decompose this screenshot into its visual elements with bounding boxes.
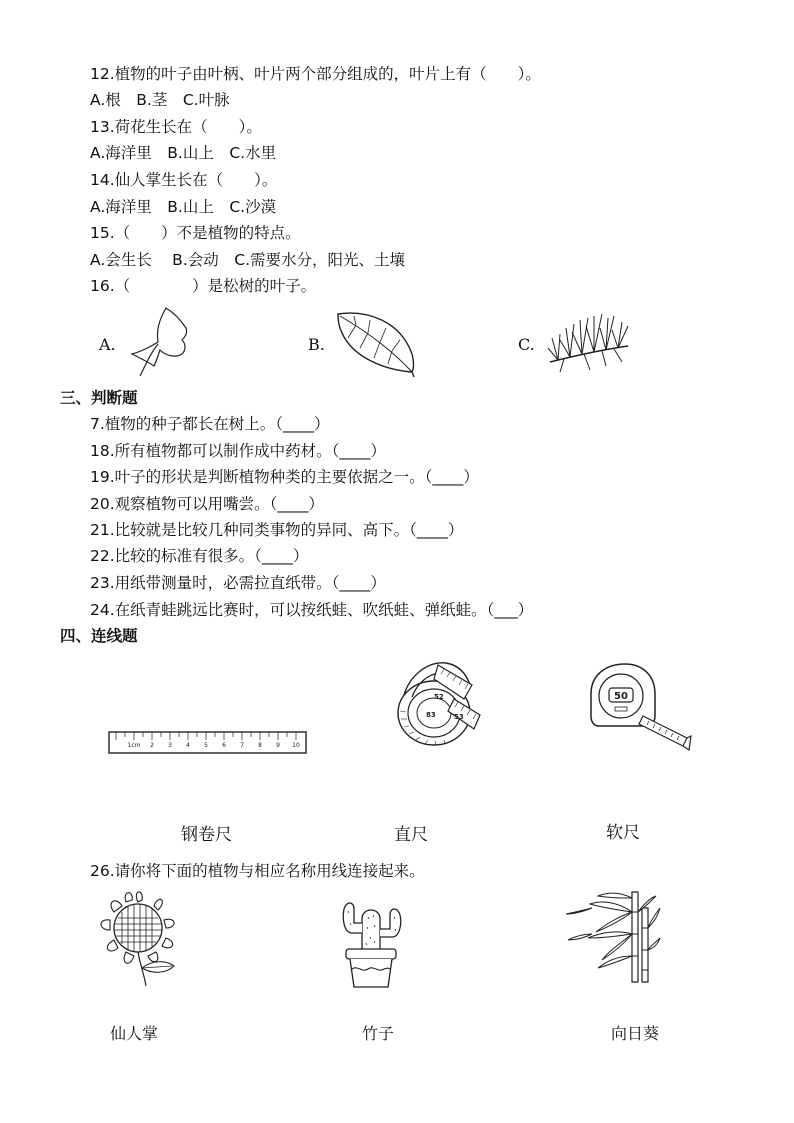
straight-ruler-icon [108,731,308,755]
pine-needle-icon [544,304,634,376]
question-text: 植物的叶子由叶柄、叶片两个部分组成的，叶片上有（ ）。 [114,65,541,83]
ruler-number: 1cm [127,742,141,749]
question-13-options: A.海洋里 B.山上 C.水里 [90,144,277,162]
question-number: 16. [90,277,115,295]
ruler-number: 2 [150,742,154,749]
tool-name-straight-ruler: 直尺 [394,825,428,845]
ruler-number: 7 [240,742,244,749]
judgment-question: 24.在纸青蛙跳远比赛时，可以按纸蛙、吹纸蛙、弹纸蛙。（___） [90,601,534,619]
tool-name-soft-tape: 软尺 [606,823,640,843]
question-number: 15. [90,224,115,242]
section-three-heading: 三、判断题 [60,389,138,407]
question-12 [90,64,541,84]
option-a-label: A. [99,335,116,354]
ruler-number: 6 [222,742,226,749]
plant-name-sunflower: 向日葵 [611,1024,660,1043]
oval-leaf-icon [336,308,418,378]
question-14 [90,170,277,190]
question-text: 荷花生长在（ ）。 [114,118,262,136]
judgment-question: 18.所有植物都可以制作成中药材。（____） [90,442,386,460]
tool-name-steel-tape: 钢卷尺 [181,825,232,845]
judgment-question: 7.植物的种子都长在树上。（____） [90,415,330,433]
question-text: 仙人掌生长在（ ）。 [114,171,278,189]
judgment-question: 23.用纸带测量时，必需拉直纸带。（____） [90,574,386,592]
judgment-question: 21.比较就是比较几种同类事物的异同、高下。（____） [90,521,464,539]
ruler-number: 10 [292,742,300,749]
question-16 [90,276,316,296]
plant-name-cactus: 仙人掌 [110,1024,159,1043]
tape-reading: 50 [614,691,628,702]
ruler-number: 4 [186,742,190,749]
option-b-label: B. [308,335,325,354]
question-number: 13. [90,118,115,136]
question-text: （ ）不是植物的特点。 [114,224,301,242]
question-number: 12. [90,65,115,83]
ruler-number: 8 [258,742,262,749]
sunflower-icon [94,890,182,986]
tape-number: 53 [454,713,464,721]
tape-number: 83 [426,711,436,719]
question-15-options: A.会生长 B.会动 C.需要水分，阳光、土壤 [90,251,405,269]
judgment-question: 20.观察植物可以用嘴尝。（____） [90,495,324,513]
ginkgo-leaf-icon [120,304,200,380]
steel-tape-measure-icon [585,660,695,760]
judgment-question: 22.比较的标准有很多。（____） [90,547,309,565]
question-text: （ ）是松树的叶子。 [114,277,317,295]
ruler-number: 3 [168,742,172,749]
tape-number: 52 [434,693,444,701]
judgment-question: 19.叶子的形状是判断植物种类的主要依据之一。（____） [90,468,479,486]
ruler-number: 5 [204,742,208,749]
section-four-heading: 四、连线题 [60,627,138,645]
bamboo-icon [562,888,662,984]
question-12-options: A.根 B.茎 C.叶脉 [90,91,230,109]
question-26: 26.请你将下面的植物与相应名称用线连接起来。 [90,862,425,880]
cactus-icon [336,893,414,993]
question-13 [90,117,262,137]
soft-tape-measure-icon [388,655,488,755]
question-number: 14. [90,171,115,189]
question-14-options: A.海洋里 B.山上 C.沙漠 [90,198,277,216]
plant-name-bamboo: 竹子 [362,1024,395,1043]
question-15 [90,223,301,243]
option-c-label: C. [518,335,535,354]
ruler-number: 9 [276,742,280,749]
